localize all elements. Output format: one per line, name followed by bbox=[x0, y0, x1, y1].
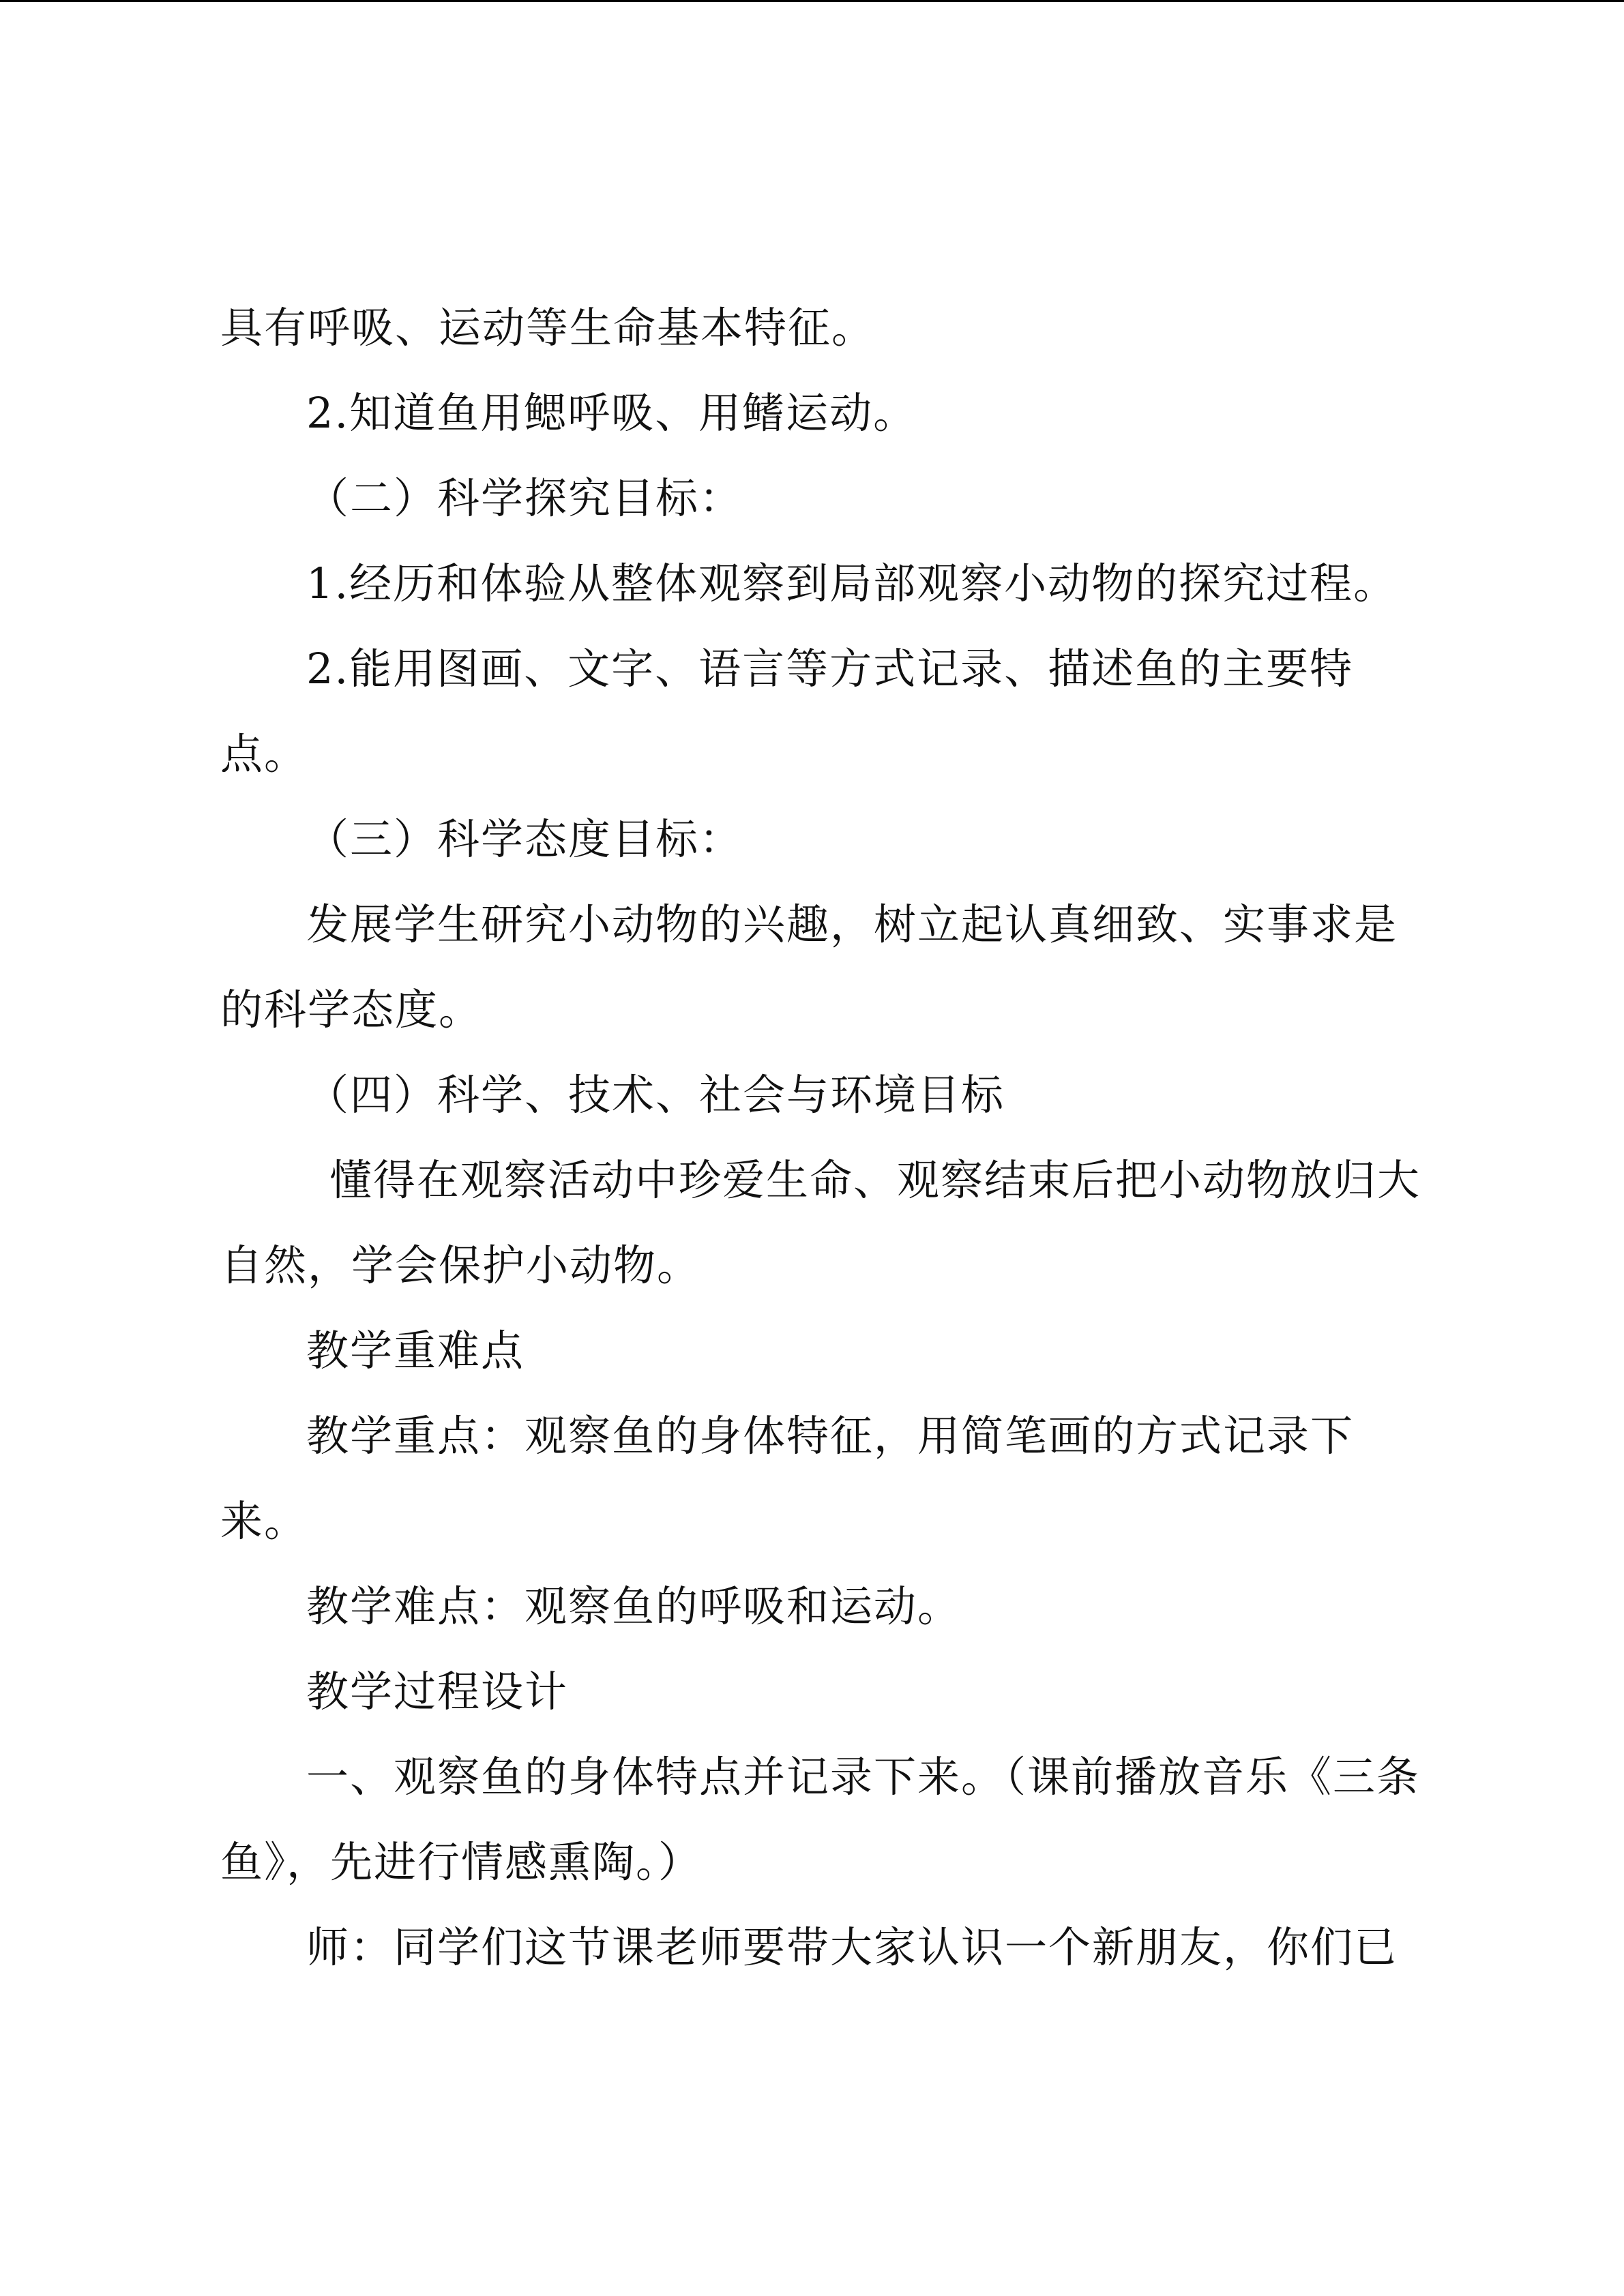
text-line-19: 鱼》，先进行情感熏陶。） bbox=[220, 1837, 703, 1887]
text-line-5: 2.能用图画、文字、语言等方式记录、描述鱼的主要特 bbox=[306, 644, 1354, 694]
document-page bbox=[220, 285, 1421, 1990]
text-line-18: 一、观察鱼的身体特点并记录下来。（课前播放音乐《三条 bbox=[306, 1752, 1421, 1802]
text-line-12: 自然，学会保护小动物。 bbox=[220, 1240, 701, 1290]
text-line-4: 1.经历和体验从整体观察到局部观察小动物的探究过程。 bbox=[306, 558, 1398, 608]
text-line-1: 具有呼吸、运动等生命基本特征。 bbox=[220, 303, 876, 353]
section-heading-key-points: 教学重难点 bbox=[306, 1326, 525, 1375]
text-line-2: 2.知道鱼用鳃呼吸、用鳍运动。 bbox=[306, 388, 917, 438]
text-line-20: 师：同学们这节课老师要带大家认识一个新朋友，你们已 bbox=[306, 1922, 1398, 1972]
text-line-11: 懂得在观察活动中珍爱生命、观察结束后把小动物放归大 bbox=[329, 1155, 1421, 1205]
text-line-8: 发展学生研究小动物的兴趣，树立起认真细致、实事求是 bbox=[306, 899, 1398, 949]
section-heading-inquiry: （二）科学探究目标： bbox=[306, 473, 743, 523]
section-heading-sts: （四）科学、技术、社会与环境目标 bbox=[306, 1070, 1005, 1120]
section-heading-process: 教学过程设计 bbox=[306, 1667, 569, 1716]
text-line-6: 点。 bbox=[220, 729, 308, 779]
text-line-16: 教学难点：观察鱼的呼吸和运动。 bbox=[306, 1581, 962, 1631]
text-line-9: 的科学态度。 bbox=[220, 985, 483, 1034]
text-line-14: 教学重点：观察鱼的身体特征，用简笔画的方式记录下 bbox=[306, 1411, 1355, 1461]
page-top-border bbox=[0, 0, 1624, 2]
section-heading-attitude: （三）科学态度目标： bbox=[306, 814, 743, 864]
text-line-15: 来。 bbox=[220, 1496, 308, 1546]
